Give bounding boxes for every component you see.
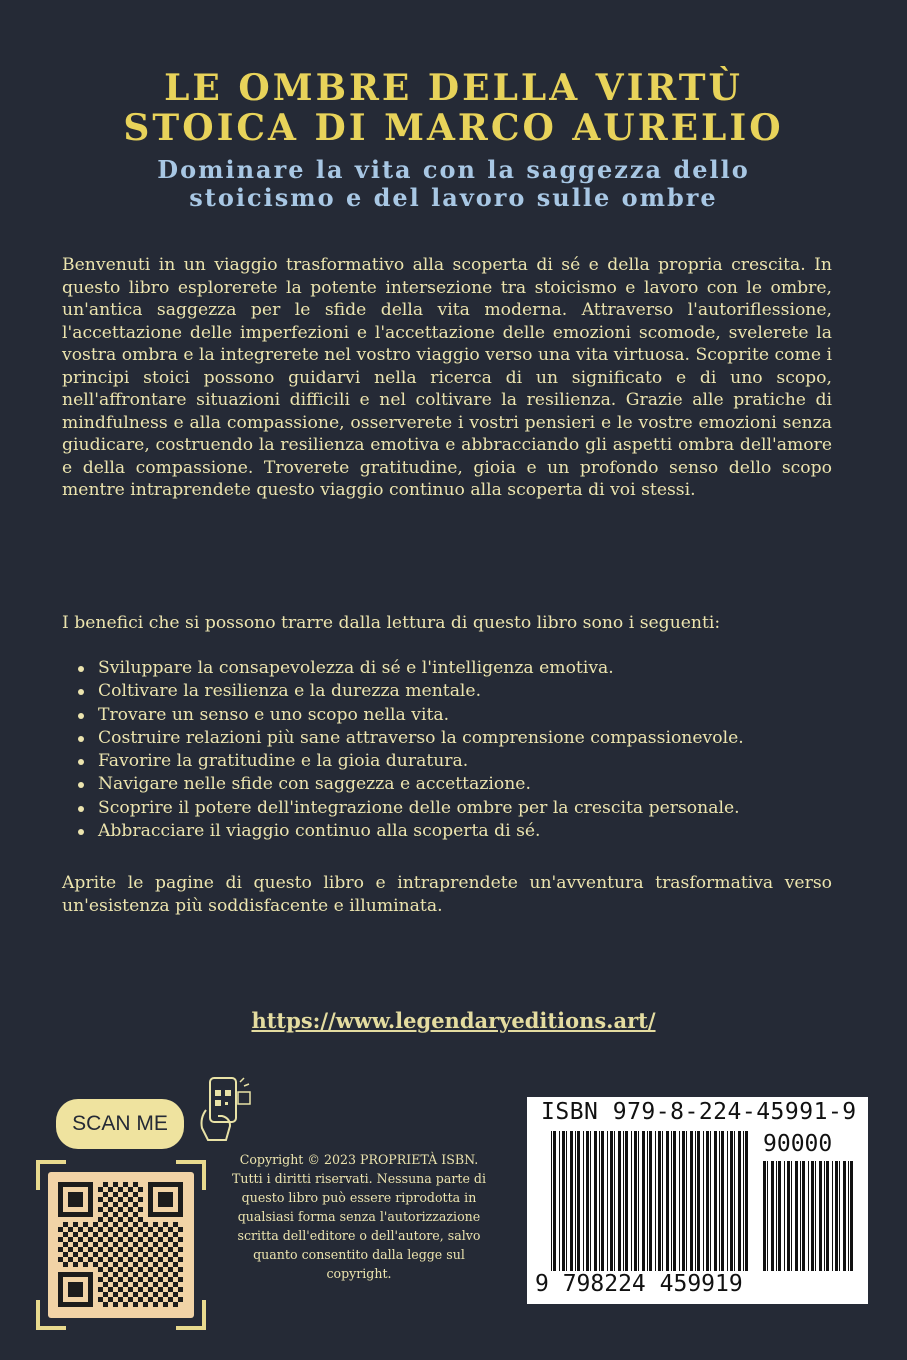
ean-digits: 9 798224 459919 <box>535 1271 743 1297</box>
list-item-text: Favorire la gratitudine e la gioia duratura. <box>98 751 469 772</box>
outro-paragraph: Aprite le pagine di questo libro e intraprendete un'avventura trasformativa verso un'esistenza più soddisfacente e illuminata. <box>62 873 832 916</box>
scan-me-badge: SCAN ME <box>56 1099 184 1149</box>
list-item <box>74 657 844 680</box>
benefits-list <box>74 657 844 843</box>
qr-code[interactable] <box>36 1160 206 1330</box>
bullet-icon <box>78 829 84 835</box>
qr-code-icon <box>48 1172 194 1318</box>
book-subtitle-line-2: stoicismo e del lavoro sulle ombre <box>189 183 718 212</box>
list-item <box>74 680 844 703</box>
list-item-text: Coltivare la resilienza e la durezza mentale. <box>98 681 482 702</box>
phone-scan-icon <box>196 1074 256 1150</box>
price-barcode-bars-icon <box>763 1161 855 1271</box>
list-item-text: Costruire relazioni più sane attraverso la comprensione compassionevole. <box>98 727 744 748</box>
qr-code-background <box>48 1172 194 1318</box>
ean-barcode-bars-icon <box>551 1131 751 1271</box>
list-item-text: Abbracciare il viaggio continuo alla scoperta di sé. <box>98 821 541 842</box>
list-item <box>74 727 844 750</box>
book-title-line-1: LE OMBRE DELLA VIRTÙ <box>164 67 743 109</box>
list-item-text: Trovare un senso e uno scopo nella vita. <box>98 704 450 725</box>
list-item-text: Navigare nelle sfide con saggezza e accettazione. <box>98 774 531 795</box>
copyright-notice: Copyright © 2023 PROPRIETÀ ISBN. Tutti i diritti riservati. Nessuna parte di questo libro può essere riprodotta in qualsiasi forma senza l'autorizzazione scritta dell'editore o dell'autore, salvo quanto consentito dalla legge sul copyright. <box>231 1152 486 1281</box>
list-item <box>74 704 844 727</box>
book-subtitle-line-1: Dominare la vita con la saggezza dello <box>157 155 750 184</box>
bullet-icon <box>78 666 84 672</box>
book-title-line-2: STOICA DI MARCO AURELIO <box>123 107 784 149</box>
list-item <box>74 750 844 773</box>
website-link[interactable]: https://www.legendaryeditions.art/ <box>251 1008 656 1033</box>
bullet-icon <box>78 759 84 765</box>
list-item <box>74 797 844 820</box>
price-code: 90000 <box>763 1131 833 1157</box>
list-item-text: Scoprire il potere dell'integrazione delle ombre per la crescita personale. <box>98 797 740 818</box>
bullet-icon <box>78 782 84 788</box>
intro-paragraph: Benvenuti in un viaggio trasformativo alla scoperta di sé e della propria crescita. In questo libro esplorerete la potente intersezione tra stoicismo e lavoro con le ombre, un'antica saggezza per le sfide della vita moderna. Attraverso l'autoriflessione, l'accettazione delle imperfezioni e l'accettazione delle emozioni scomode, svelerete la vostra ombra e la integrerete nel vostro viaggio verso una vita virtuosa. Scoprite come i principi stoici possono guidarvi nella ricerca di un significato e di uno scopo, nell'affrontare situazioni difficili e nel coltivare la resilienza. Grazie alle pratiche di mindfulness e alla compassione, osserverete i vostri pensieri e le vostre emozioni senza giudicare, costruendo la resilienza emotiva e abbracciando gli aspetti ombra dell'amore e della compassione. Troverete gratitudine, gioia e un profondo senso dello scopo mentre intraprendete questo viaggio continuo alla scoperta di voi stessi. <box>62 255 832 500</box>
list-item <box>74 820 844 843</box>
bullet-icon <box>78 689 84 695</box>
isbn-label: ISBN 979-8-224-45991-9 <box>541 1099 857 1125</box>
bullet-icon <box>78 806 84 812</box>
bullet-icon <box>78 736 84 742</box>
benefits-lead: I benefici che si possono trarre dalla lettura di questo libro sono i seguenti: <box>62 613 721 633</box>
bullet-icon <box>78 713 84 719</box>
isbn-barcode <box>527 1097 868 1304</box>
list-item <box>74 773 844 796</box>
list-item-text: Sviluppare la consapevolezza di sé e l'intelligenza emotiva. <box>98 658 614 678</box>
